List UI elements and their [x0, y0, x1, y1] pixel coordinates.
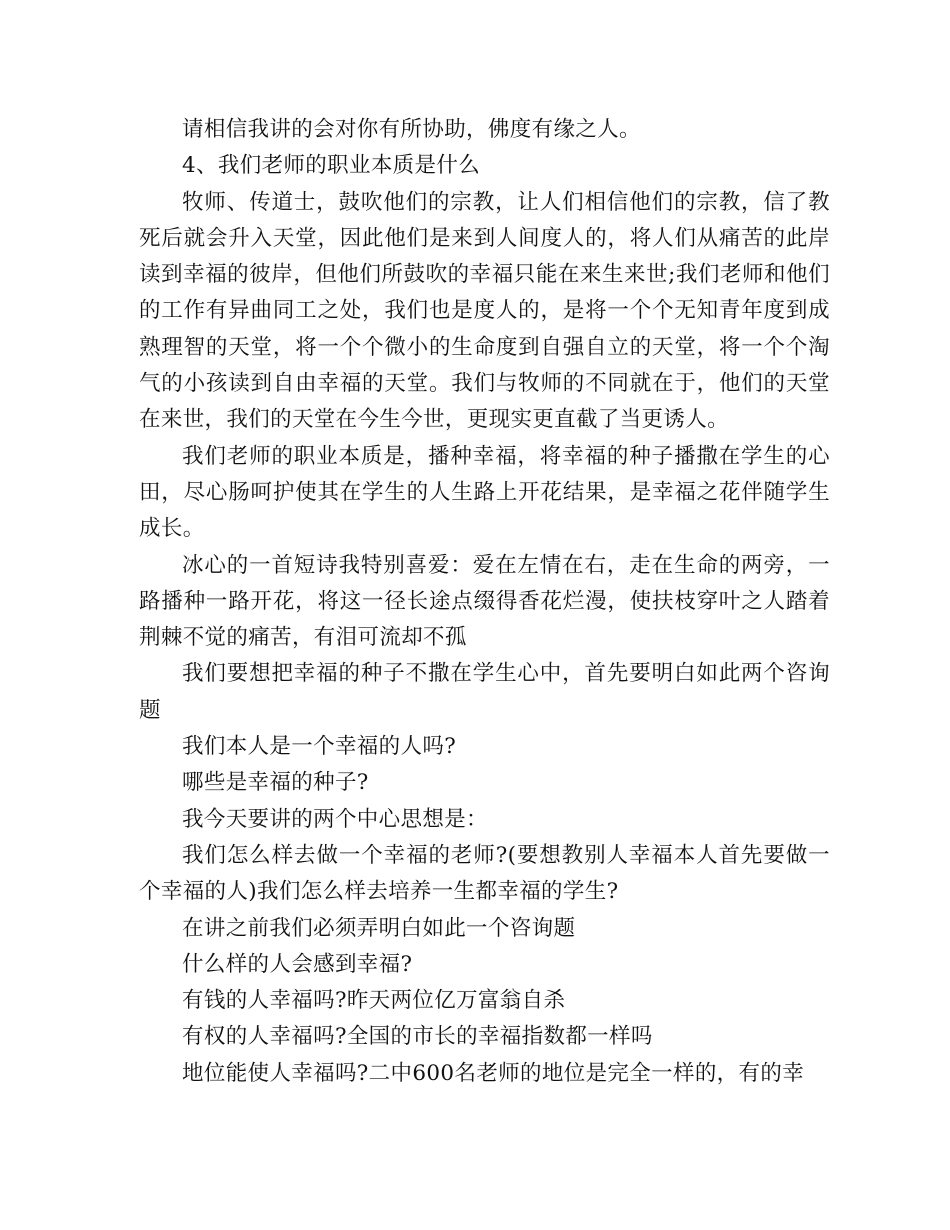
paragraph: 我今天要讲的两个中心思想是：: [182, 806, 488, 832]
paragraph: 地位能使人幸福吗?二中600名老师的地位是完全一样的，有的幸: [182, 1060, 805, 1086]
paragraph: 牧师、传道士，鼓吹他们的宗教，让人们相信他们的宗教，信了教死后就会升入天堂，因此他们是来到人间度人的，将人们从痛苦的此岸读到幸福的彼岸，但他们所鼓吹的幸福只能在来生来世;我们老师和他们的工作有异曲同工之处，我们也是度人的，是将一个个无知青年度到成熟理智的天堂，将一个个微小的生命度到自强自立的天堂，将一个个淘气的小孩读到自由幸福的天堂。我们与牧师的不同就在于，他们的天堂在来世，我们的天堂在今生今世，更现实更直截了当更诱人。: [139, 189, 830, 433]
paragraph: 哪些是幸福的种子?: [182, 770, 369, 796]
paragraph: 有权的人幸福吗?全国的市长的幸福指数都一样吗: [182, 1024, 653, 1050]
section-heading: 4、我们老师的职业本质是什么: [182, 153, 481, 179]
paragraph: 请相信我讲的会对你有所协助，佛度有缘之人。: [182, 117, 641, 142]
paragraph: 什么样的人会感到幸福?: [182, 951, 413, 977]
paragraph: 我们要想把幸福的种子不撒在学生心中，首先要明白如此两个咨询题: [139, 661, 830, 723]
paragraph: 冰心的一首短诗我特别喜爱：爱在左情在右，走在生命的两旁，一路播种一路开花，将这一径长途点缀得香花烂漫，使扶枝穿叶之人踏着荆棘不觉的痛苦，有泪可流却不孤: [139, 552, 830, 651]
paragraph: 有钱的人幸福吗?昨天两位亿万富翁自杀: [182, 988, 566, 1014]
paragraph: 在讲之前我们必须弄明白如此一个咨询题: [182, 915, 576, 941]
paragraph: 我们本人是一个幸福的人吗?: [182, 734, 457, 760]
paragraph: 我们老师的职业本质是，播种幸福，将幸福的种子播撒在学生的心田，尽心肠呵护使其在学生的人生路上开花结果，是幸福之花伴随学生成长。: [139, 443, 830, 542]
paragraph: 我们怎么样去做一个幸福的老师?(要想教别人幸福本人首先要做一个幸福的人)我们怎么样去培养一生都幸福的学生?: [139, 842, 830, 905]
